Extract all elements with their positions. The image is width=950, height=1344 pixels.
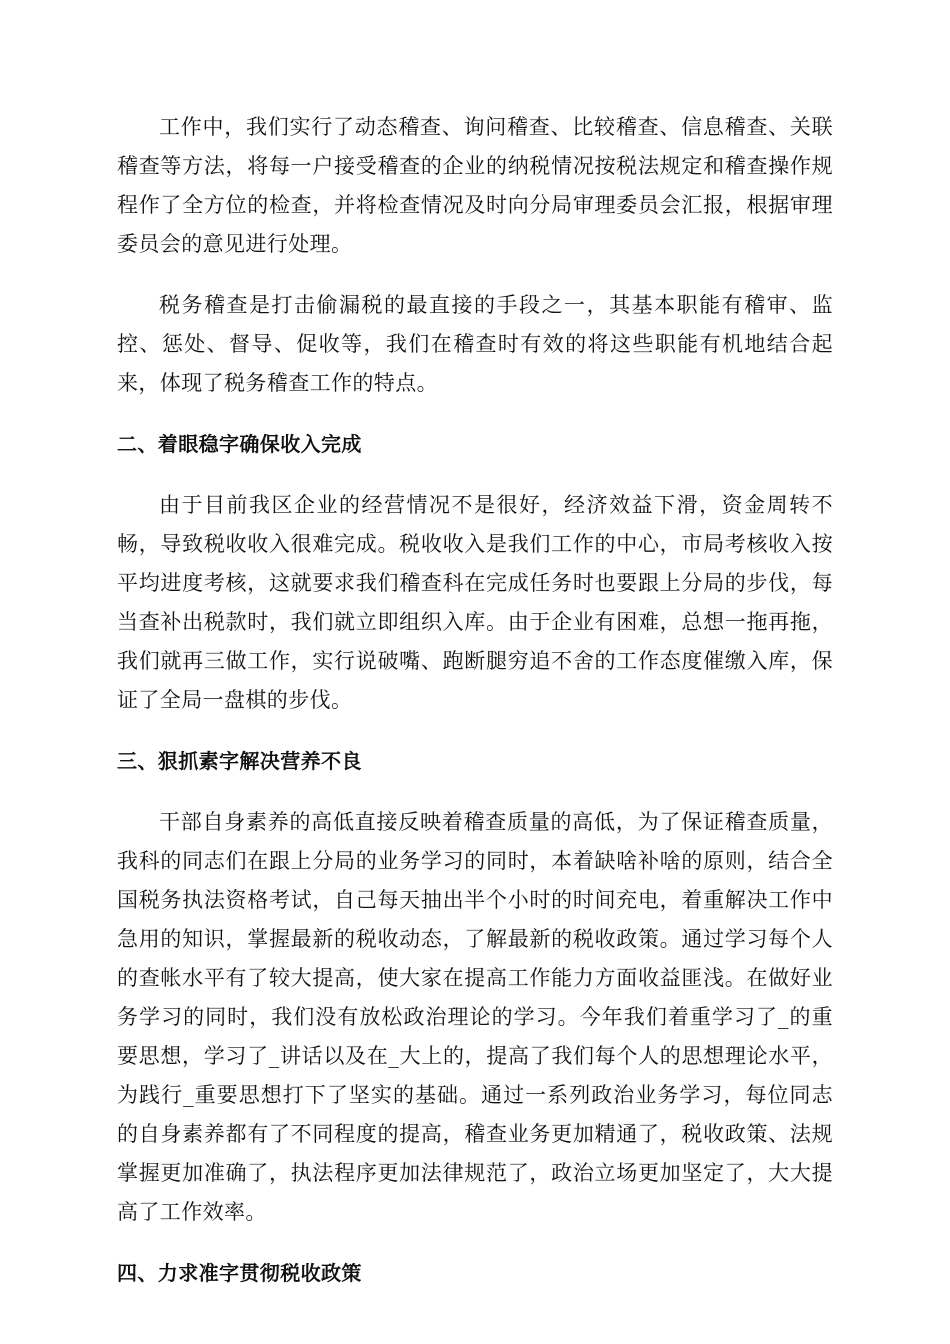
section-heading-quality: 三、狠抓素字解决营养不良 xyxy=(117,749,362,773)
paragraph-audit-methods: 工作中，我们实行了动态稽查、询问稽查、比较稽查、信息稽查、关联稽查等方法，将每一户接受稽查的企业的纳税情况按税法规定和稽查操作规程作了全方位的检查，并将检查情况及时向分局审理委员会汇报，根据审理委员会的意见进行处理。 xyxy=(117,115,833,256)
paragraph-quality: 干部自身素养的高低直接反映着稽查质量的高低，为了保证稽查质量，我科的同志们在跟上分局的业务学习的同时，本着缺啥补啥的原则，结合全国税务执法资格考试，自己每天抽出半个小时的时间充电，着重解决工作中急用的知识，掌握最新的税收动态，了解最新的税收政策。通过学习每个人的查帐水平有了较大提高，使大家在提高工作能力方面收益匪浅。在做好业务学习的同时，我们没有放松政治理论的学习。今年我们着重学习了_的重要思想，学习了_讲话以及在_大上的，提高了我们每个人的思想理论水平，为践行_重要思想打下了坚实的基础。通过一系列政治业务学习，每位同志的自身素养都有了不同程度的提高，稽查业务更加精通了，税收政策、法规掌握更加准确了，执法程序更加法律规范了，政治立场更加坚定了，大大提高了工作效率。 xyxy=(117,810,833,1224)
paragraph-audit-functions: 税务稽查是打击偷漏税的最直接的手段之一，其基本职能有稽审、监控、惩处、督导、促收等，我们在稽查时有效的将这些职能有机地结合起来，体现了税务稽查工作的特点。 xyxy=(117,293,833,395)
section-heading-revenue: 二、着眼稳字确保收入完成 xyxy=(117,432,362,456)
document-page xyxy=(117,108,833,1315)
section-heading-policy: 四、力求准字贯彻税收政策 xyxy=(117,1261,362,1285)
paragraph-revenue: 由于目前我区企业的经营情况不是很好，经济效益下滑，资金周转不畅，导致税收收入很难完成。税收收入是我们工作的中心，市局考核收入按平均进度考核，这就要求我们稽查科在完成任务时也要跟上分局的步伐，每当查补出税款时，我们就立即组织入库。由于企业有困难，总想一拖再拖，我们就再三做工作，实行说破嘴、跑断腿穷追不舍的工作态度催缴入库，保证了全局一盘棋的步伐。 xyxy=(117,493,833,712)
